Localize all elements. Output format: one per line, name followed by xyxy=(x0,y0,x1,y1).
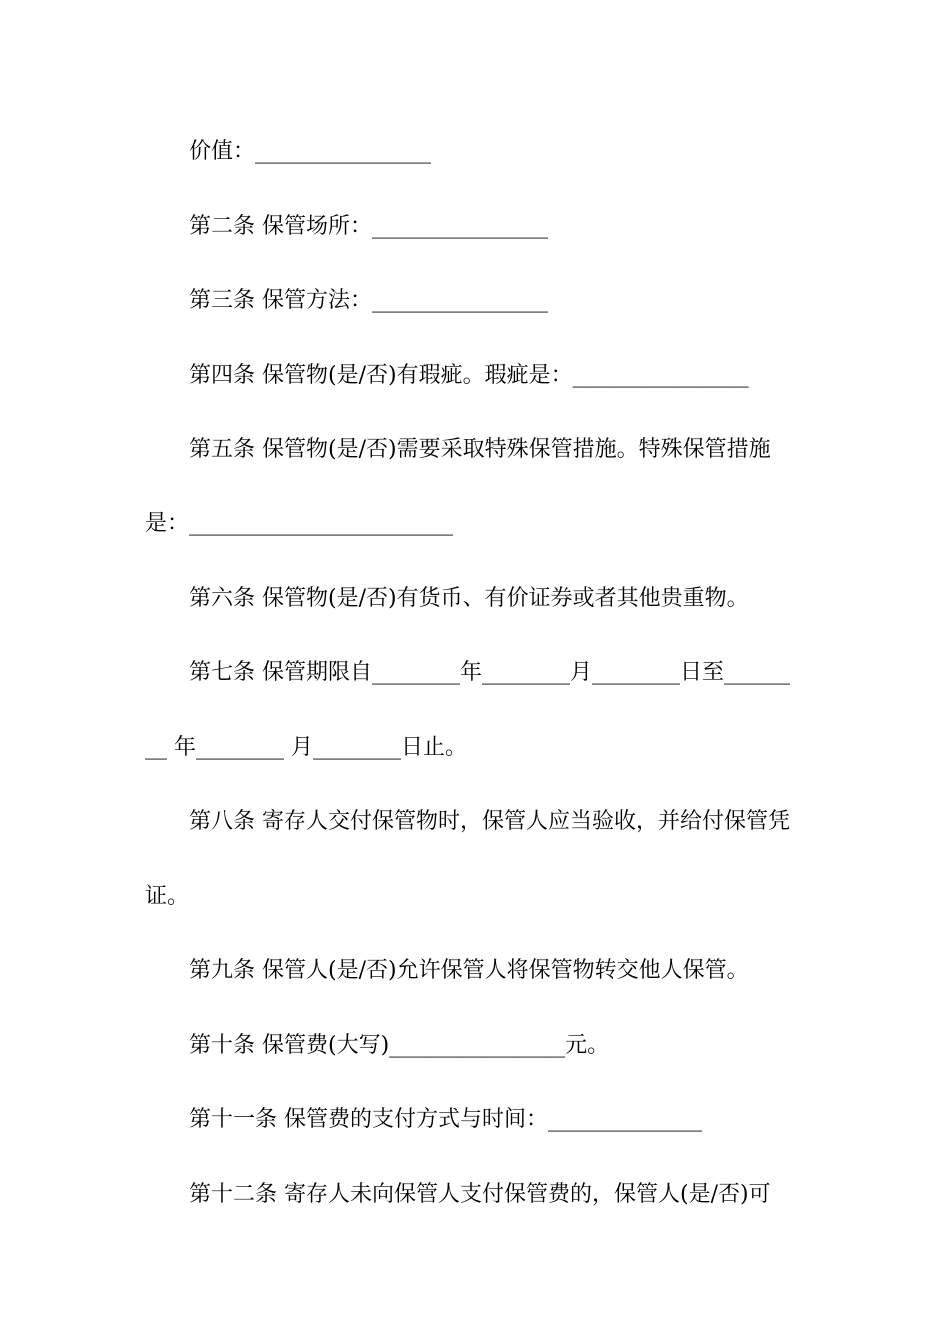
text-line-article-4: 第四条 保管物(是/否)有瑕疵。瑕疵是：________________ xyxy=(189,363,749,388)
text-line-article-5: 第五条 保管物(是/否)需要采取特殊保管措施。特殊保管措施 xyxy=(189,437,771,462)
text-line-article-9: 第九条 保管人(是/否)允许保管人将保管物转交他人保管。 xyxy=(189,958,749,983)
text-line-article-8: 第八条 寄存人交付保管物时，保管人应当验收，并给付保管凭 xyxy=(189,809,790,834)
text-line-article-7: 第七条 保管期限自________年________月________日至______ xyxy=(189,660,790,685)
text-line-article-7-cont: __ 年________ 月________日止。 xyxy=(145,735,467,760)
text-line-article-8-cont: 证。 xyxy=(145,884,190,909)
text-line-article-10: 第十条 保管费(大写)________________元。 xyxy=(189,1033,610,1058)
text-line-article-2: 第二条 保管场所：________________ xyxy=(189,214,548,239)
text-line-value: 价值：________________ xyxy=(189,139,432,164)
text-line-article-5-cont: 是：________________________ xyxy=(145,511,454,536)
text-line-article-11: 第十一条 保管费的支付方式与时间：______________ xyxy=(189,1107,702,1132)
text-line-article-12: 第十二条 寄存人未向保管人支付保管费的，保管人(是/否)可 xyxy=(189,1182,771,1207)
text-line-article-6: 第六条 保管物(是/否)有货币、有价证券或者其他贵重物。 xyxy=(189,586,749,611)
text-line-article-3: 第三条 保管方法：________________ xyxy=(189,288,548,313)
